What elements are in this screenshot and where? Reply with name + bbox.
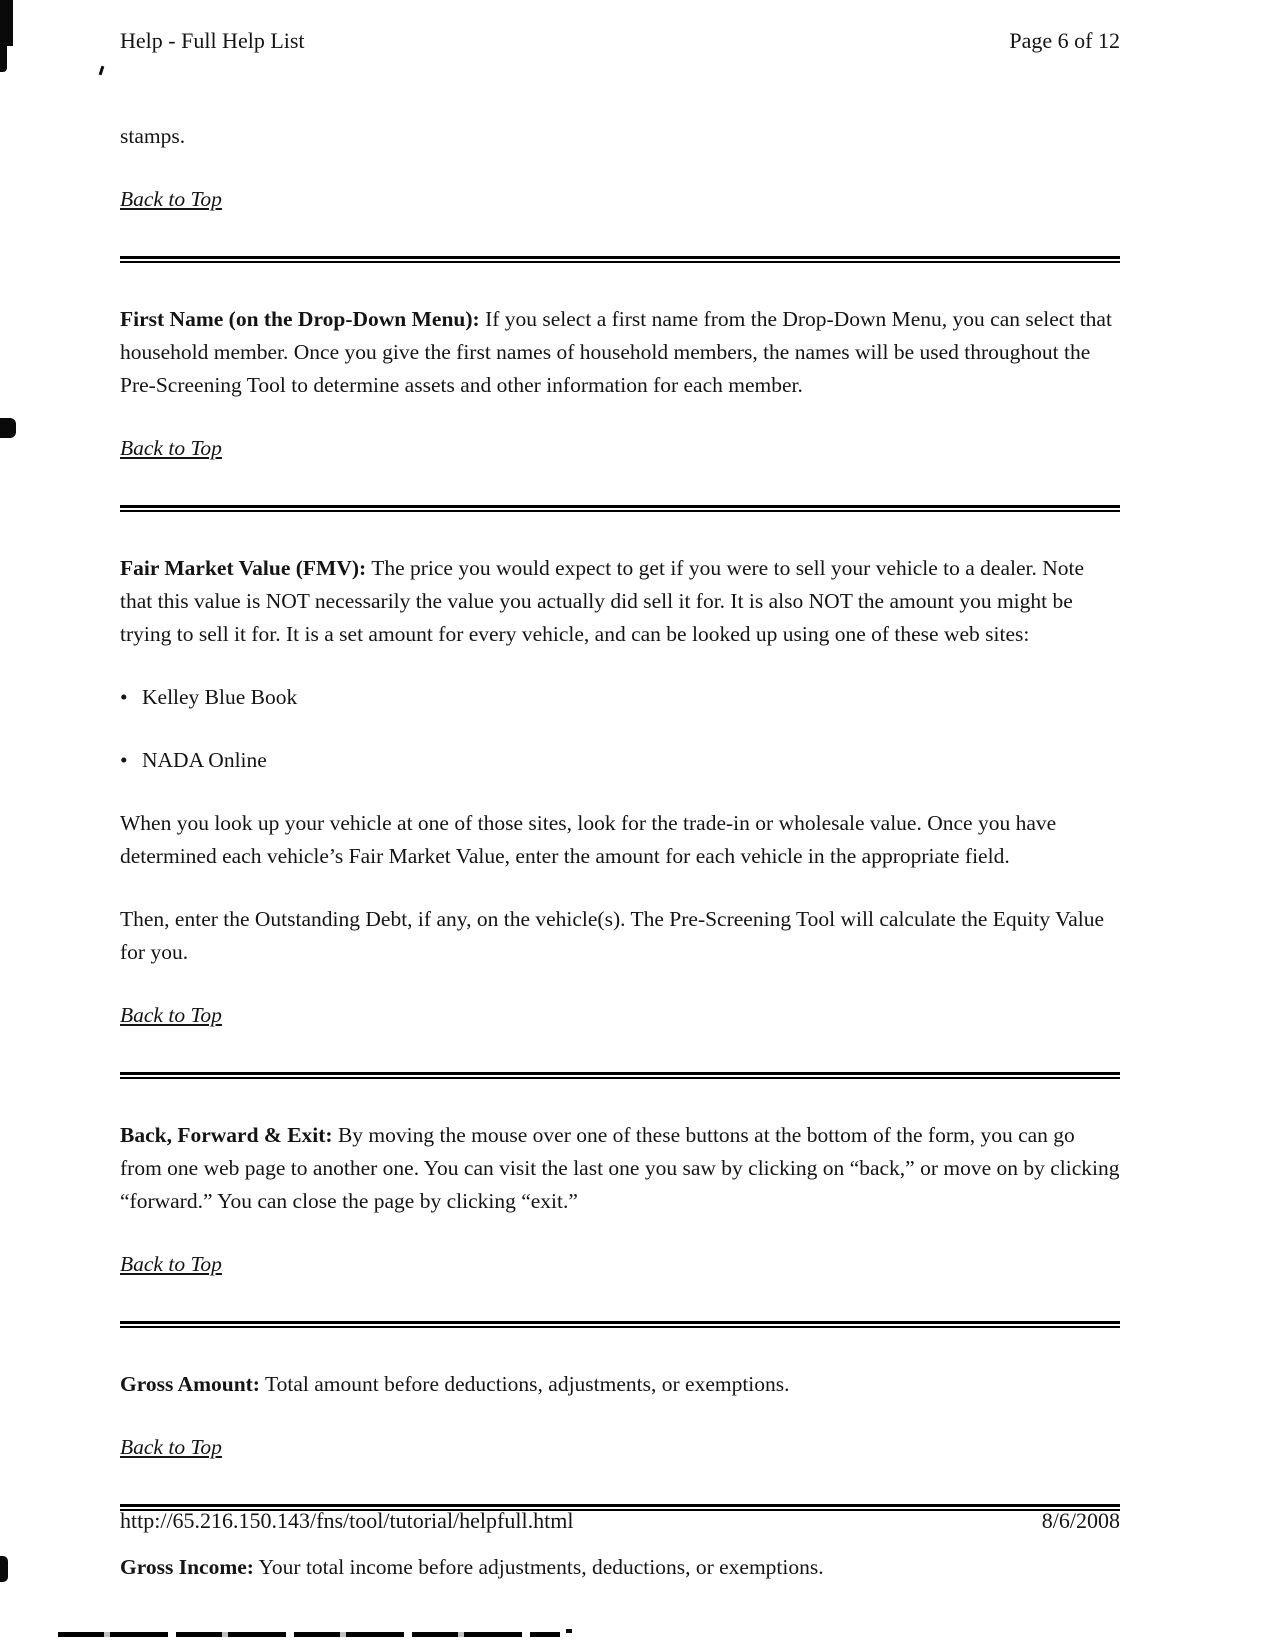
fmv-lookup-paragraph: When you look up your vehicle at one of those sites, look for the trade-in or wholesale value. Once you have determined each vehicle’s Fair Market Value, enter the amount for each vehicle in the appropriate field. <box>120 811 1057 868</box>
section-divider <box>120 256 1120 263</box>
document-content <box>120 120 1120 1584</box>
scan-artifact <box>0 0 13 46</box>
back-forward-exit-paragraph <box>120 1119 1120 1218</box>
gross-amount-definition: Total amount before deductions, adjustments, or exemptions. <box>264 1372 790 1396</box>
bullet-marker: • <box>120 748 128 772</box>
document-footer <box>120 1508 1120 1534</box>
gross-amount-paragraph <box>120 1368 1120 1401</box>
fmv-definition: The price you would expect to get if you were to sell your vehicle to a dealer. Note that this value is NOT necessarily the value you actually did sell it for. It is also NOT the amount you might be trying to sell it for. It is a set amount for every vehicle, and can be looked up using one of these web sites: <box>120 556 1085 646</box>
gross-income-paragraph <box>120 1551 1120 1584</box>
document-title: Help - Full Help List <box>120 28 305 53</box>
first-name-paragraph <box>120 303 1120 402</box>
stamps-continuation-text: stamps. <box>120 124 186 148</box>
document-header <box>120 26 1120 56</box>
back-forward-exit-definition: By moving the mouse over one of these buttons at the bottom of the form, you can go from one web page to another one. You can visit the last one you saw by clicking on “back,” or move on by clicking “forward.” You can close the page by clicking “exit.” <box>120 1123 1120 1213</box>
scan-artifact <box>58 1632 560 1637</box>
scan-artifact <box>0 46 7 72</box>
gross-income-term: Gross Income: <box>120 1555 254 1579</box>
fmv-debt-paragraph: Then, enter the Outstanding Debt, if any, on the vehicle(s). The Pre-Screening Tool will calculate the Equity Value for you. <box>120 907 1105 964</box>
page-number: Page 6 of 12 <box>1009 28 1120 53</box>
list-item <box>120 681 1120 714</box>
back-to-top-link[interactable]: Back to Top <box>120 1252 222 1276</box>
footer-url: http://65.216.150.143/fns/tool/tutorial/helpfull.html <box>120 1508 574 1533</box>
gross-income-definition: Your total income before adjustments, deductions, or exemptions. <box>258 1555 824 1579</box>
back-to-top-link[interactable]: Back to Top <box>120 187 222 211</box>
scan-artifact <box>0 1556 8 1582</box>
first-name-definition: If you select a first name from the Drop-Down Menu, you can select that household member. Once you give the first names of household members, the names will be used throughout the Pre-Screening Tool to determine assets and other information for each member. <box>120 307 1112 397</box>
back-to-top-link[interactable]: Back to Top <box>120 1003 222 1027</box>
section-divider <box>120 1321 1120 1328</box>
back-to-top-link[interactable]: Back to Top <box>120 436 222 460</box>
footer-date: 8/6/2008 <box>1041 1508 1120 1533</box>
fmv-term: Fair Market Value (FMV): <box>120 556 367 580</box>
bullet-item-nada-online: NADA Online <box>142 748 267 772</box>
bullet-item-kelley-blue-book: Kelley Blue Book <box>142 685 298 709</box>
back-to-top-link[interactable]: Back to Top <box>120 1435 222 1459</box>
back-forward-exit-term: Back, Forward & Exit: <box>120 1123 333 1147</box>
list-item <box>120 744 1120 777</box>
first-name-term: First Name (on the Drop-Down Menu): <box>120 307 480 331</box>
bullet-marker: • <box>120 685 128 709</box>
section-divider <box>120 1072 1120 1079</box>
gross-amount-term: Gross Amount: <box>120 1372 260 1396</box>
scan-artifact <box>0 418 16 438</box>
section-divider <box>120 505 1120 512</box>
fmv-paragraph <box>120 552 1120 651</box>
scan-artifact <box>566 1629 572 1633</box>
